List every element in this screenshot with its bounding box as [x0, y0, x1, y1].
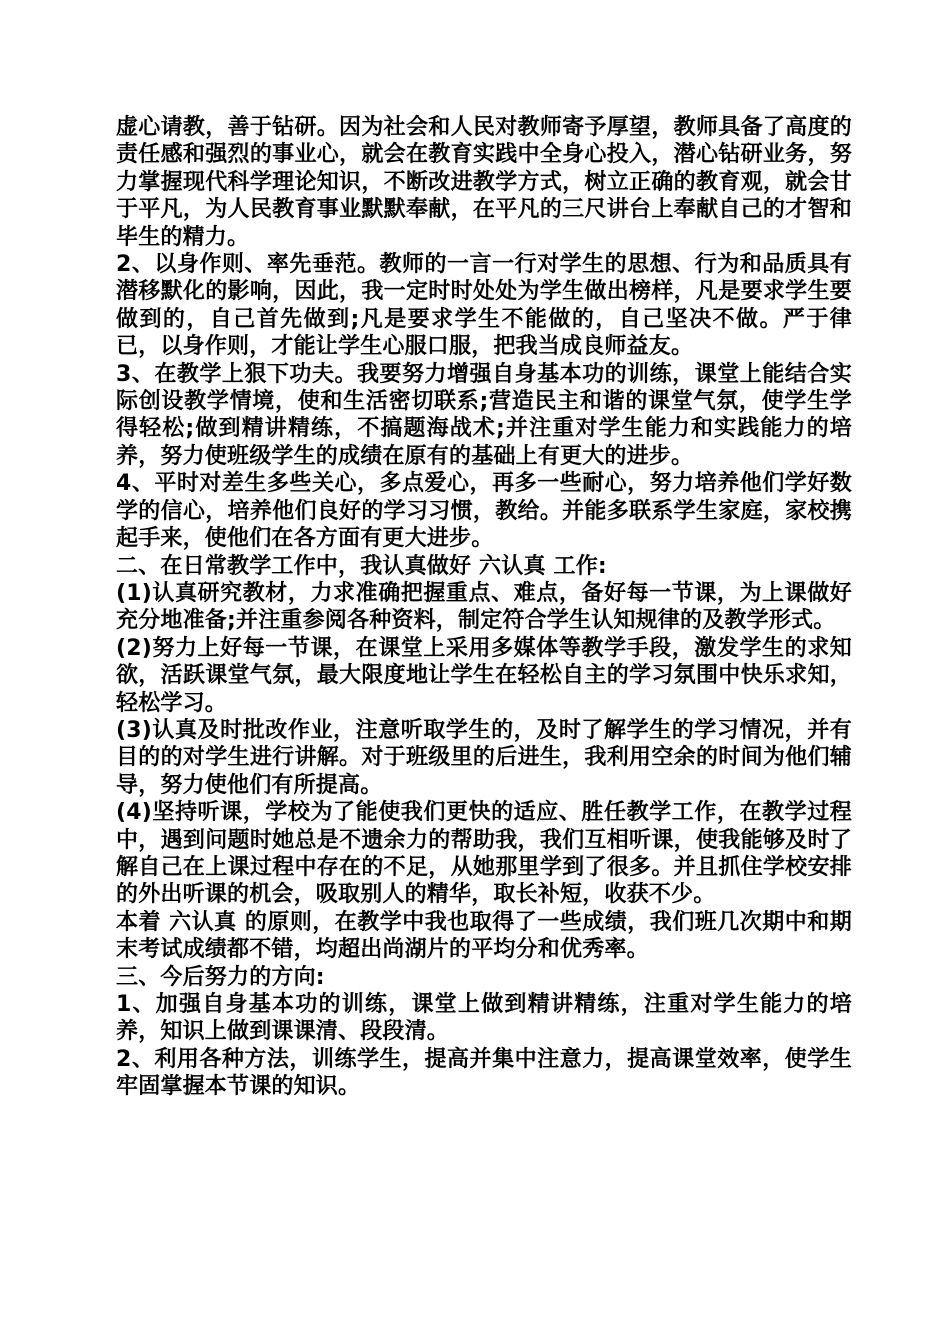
paragraph-sub-2-teach-lessons: (2)努力上好每一节课，在课堂上采用多媒体等教学手段，激发学生的求知欲，活跃课堂气氛，最大限度地让学生在轻松自主的学习氛围中快乐求知，轻松学习。 — [116, 635, 852, 716]
paragraph-future-1: 1、加强自身基本功的训练，课堂上做到精讲精练，注重对学生能力的培养，知识上做到课课清、段段清。 — [116, 992, 852, 1045]
paragraph-future-2: 2、利用各种方法，训练学生，提高并集中注意力，提高课堂效率，使学生牢固掌握本节课的知识。 — [116, 1046, 852, 1100]
paragraph-results: 本着 六认真 的原则，在教学中我也取得了一些成绩，我们班几次期中和期末考试成绩都不错，均超出尚湖片的平均分和优秀率。 — [116, 909, 852, 963]
paragraph-sub-1-study-materials: (1)认真研究教材，力求准确把握重点、难点，备好每一节课，为上课做好充分地准备;并注重参阅各种资料，制定符合学生认知规律的及教学形式。 — [116, 580, 852, 634]
document-body — [116, 114, 852, 1101]
paragraph-intro-continued: 虚心请教，善于钻研。因为社会和人民对教师寄予厚望，教师具备了高度的责任感和强烈的事业心，就会在教育实践中全身心投入，潜心钻研业务，努力掌握现代科学理论知识，不断改进教学方式，树立正确的教育观，就会甘于平凡，为人民教育事业默默奉献，在平凡的三尺讲台上奉献自己的才智和毕生的精力。 — [116, 115, 852, 250]
paragraph-sub-3-grade-homework: (3)认真及时批改作业，注意听取学生的，及时了解学生的学习情况，并有目的的对学生进行讲解。对于班级里的后进生，我利用空余的时间为他们辅导，努力使他们有所提高。 — [116, 717, 852, 798]
section-heading-3: 三、今后努力的方向: — [116, 964, 325, 990]
paragraph-item-3-teaching-effort: 3、在教学上狠下功夫。我要努力增强自身基本功的训练，课堂上能结合实际创设教学情境，使和生活密切联系;营造民主和谐的课堂气氛，使学生学得轻松;做到精讲精练，不搞题海战术;并注重对学生能力和实践能力的培养，努力使班级学生的成绩在原有的基础上有更大的进步。 — [116, 361, 852, 469]
paragraph-sub-4-attend-lessons: (4)坚持听课，学校为了能使我们更快的适应、胜任教学工作，在教学过程中，遇到问题时她总是不遗余力的帮助我，我们互相听课，使我能够及时了解自己在上课过程中存在的不足，从她那里学到了很多。并且抓住学校安排的外出听课的机会，吸取别人的精华，取长补短，收获不少。 — [116, 800, 852, 908]
paragraph-item-2-lead-by-example: 2、以身作则、率先垂范。教师的一言一行对学生的思想、行为和品质具有潜移默化的影响，因此，我一定时时处处为学生做出榜样，凡是要求学生要做到的，自己首先做到;凡是要求学生不能做的，自己坚决不做。严于律已，以身作则，才能让学生心服口服，把我当成良师益友。 — [116, 252, 852, 360]
paragraph-item-4-care-for-students: 4、平时对差生多些关心，多点爱心，再多一些耐心，努力培养他们学好数学的信心，培养他们良好的学习习惯，教给。并能多联系学生家庭，家校携起手来，使他们在各方面有更大进步。 — [116, 471, 852, 552]
section-heading-2: 二、在日常教学工作中，我认真做好 六认真 工作: — [116, 553, 607, 579]
